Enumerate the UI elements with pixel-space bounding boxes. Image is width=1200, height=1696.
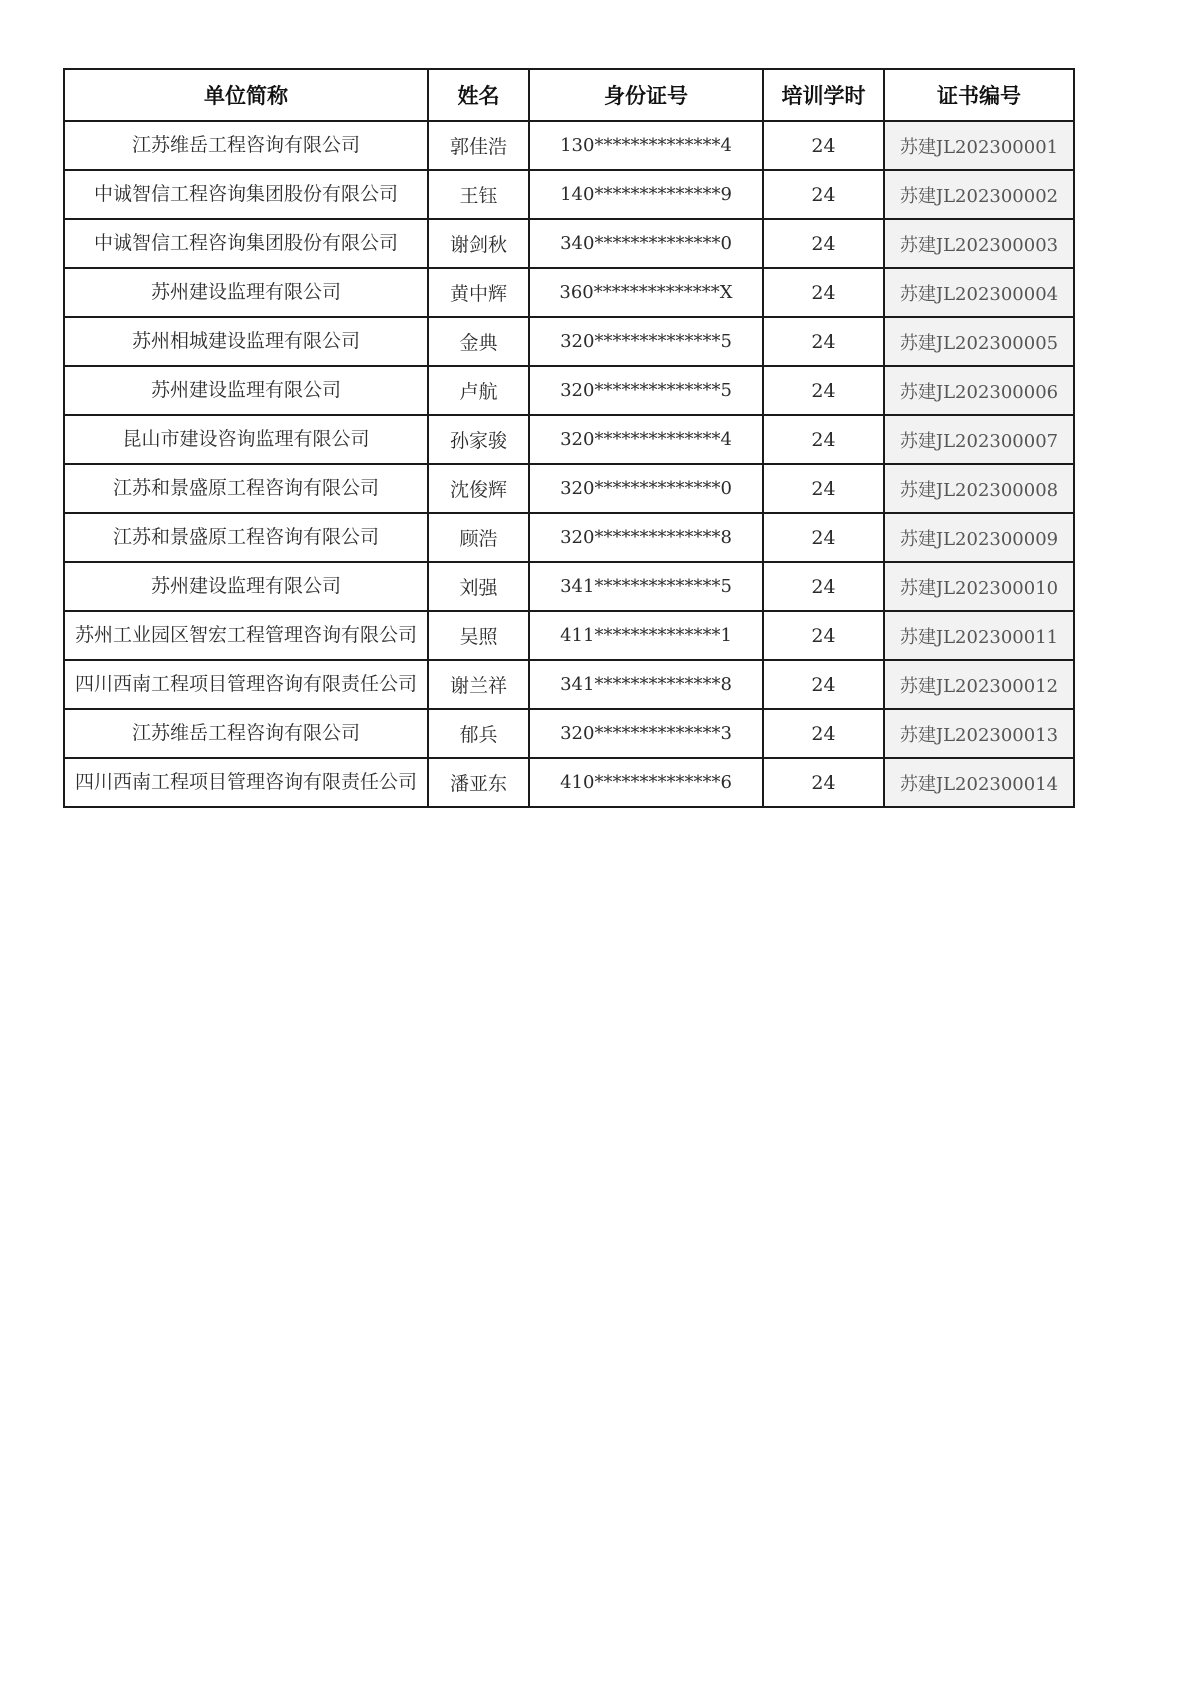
cell-id-number: 410**************6 (529, 758, 763, 807)
cell-unit: 苏州建设监理有限公司 (64, 268, 428, 317)
cell-certificate-number: 苏建JL202300014 (884, 758, 1074, 807)
cell-training-hours: 24 (763, 611, 884, 660)
cell-training-hours: 24 (763, 121, 884, 170)
cell-id-number: 341**************5 (529, 562, 763, 611)
cell-name: 王钰 (428, 170, 529, 219)
cell-name: 谢兰祥 (428, 660, 529, 709)
cell-name: 孙家骏 (428, 415, 529, 464)
table-row (64, 268, 1074, 317)
cell-name: 顾浩 (428, 513, 529, 562)
cell-certificate-number: 苏建JL202300010 (884, 562, 1074, 611)
cell-name: 黄中辉 (428, 268, 529, 317)
cell-training-hours: 24 (763, 464, 884, 513)
header-certificate-number: 证书编号 (884, 69, 1074, 121)
table-row (64, 611, 1074, 660)
cell-certificate-number: 苏建JL202300007 (884, 415, 1074, 464)
training-certificate-table (63, 68, 1075, 808)
cell-training-hours: 24 (763, 562, 884, 611)
cell-training-hours: 24 (763, 513, 884, 562)
table-row (64, 562, 1074, 611)
cell-certificate-number: 苏建JL202300008 (884, 464, 1074, 513)
table-header (64, 69, 1074, 121)
cell-id-number: 320**************5 (529, 366, 763, 415)
cell-id-number: 320**************0 (529, 464, 763, 513)
cell-name: 金典 (428, 317, 529, 366)
training-certificate-table-sheet (63, 68, 1075, 808)
cell-unit: 中诚智信工程咨询集团股份有限公司 (64, 219, 428, 268)
header-name: 姓名 (428, 69, 529, 121)
cell-unit: 江苏维岳工程咨询有限公司 (64, 709, 428, 758)
table-row (64, 317, 1074, 366)
cell-training-hours: 24 (763, 415, 884, 464)
table-row (64, 758, 1074, 807)
table-row (64, 513, 1074, 562)
cell-training-hours: 24 (763, 709, 884, 758)
cell-certificate-number: 苏建JL202300011 (884, 611, 1074, 660)
table-row (64, 170, 1074, 219)
cell-unit: 四川西南工程项目管理咨询有限责任公司 (64, 758, 428, 807)
cell-id-number: 140**************9 (529, 170, 763, 219)
cell-training-hours: 24 (763, 660, 884, 709)
cell-training-hours: 24 (763, 758, 884, 807)
cell-name: 刘强 (428, 562, 529, 611)
cell-certificate-number: 苏建JL202300006 (884, 366, 1074, 415)
cell-certificate-number: 苏建JL202300013 (884, 709, 1074, 758)
cell-id-number: 411**************1 (529, 611, 763, 660)
cell-unit: 四川西南工程项目管理咨询有限责任公司 (64, 660, 428, 709)
table-body (64, 121, 1074, 807)
cell-id-number: 320**************5 (529, 317, 763, 366)
cell-unit: 江苏维岳工程咨询有限公司 (64, 121, 428, 170)
header-training-hours: 培训学时 (763, 69, 884, 121)
table-row (64, 709, 1074, 758)
table-row (64, 366, 1074, 415)
cell-name: 吴照 (428, 611, 529, 660)
table-row (64, 660, 1074, 709)
cell-certificate-number: 苏建JL202300001 (884, 121, 1074, 170)
cell-id-number: 130**************4 (529, 121, 763, 170)
cell-unit: 江苏和景盛原工程咨询有限公司 (64, 513, 428, 562)
cell-certificate-number: 苏建JL202300002 (884, 170, 1074, 219)
cell-training-hours: 24 (763, 268, 884, 317)
cell-certificate-number: 苏建JL202300004 (884, 268, 1074, 317)
header-row (64, 69, 1074, 121)
cell-training-hours: 24 (763, 366, 884, 415)
cell-unit: 中诚智信工程咨询集团股份有限公司 (64, 170, 428, 219)
cell-name: 潘亚东 (428, 758, 529, 807)
cell-unit: 苏州相城建设监理有限公司 (64, 317, 428, 366)
cell-id-number: 320**************3 (529, 709, 763, 758)
table-row (64, 464, 1074, 513)
cell-name: 卢航 (428, 366, 529, 415)
table-row (64, 415, 1074, 464)
cell-unit: 苏州建设监理有限公司 (64, 562, 428, 611)
table-row (64, 219, 1074, 268)
cell-training-hours: 24 (763, 219, 884, 268)
cell-id-number: 341**************8 (529, 660, 763, 709)
cell-certificate-number: 苏建JL202300005 (884, 317, 1074, 366)
cell-unit: 江苏和景盛原工程咨询有限公司 (64, 464, 428, 513)
table-row (64, 121, 1074, 170)
cell-name: 郁兵 (428, 709, 529, 758)
cell-name: 沈俊辉 (428, 464, 529, 513)
cell-certificate-number: 苏建JL202300012 (884, 660, 1074, 709)
cell-id-number: 360**************X (529, 268, 763, 317)
cell-training-hours: 24 (763, 317, 884, 366)
cell-unit: 昆山市建设咨询监理有限公司 (64, 415, 428, 464)
header-id-number: 身份证号 (529, 69, 763, 121)
cell-id-number: 320**************4 (529, 415, 763, 464)
cell-id-number: 340**************0 (529, 219, 763, 268)
cell-name: 谢剑秋 (428, 219, 529, 268)
cell-certificate-number: 苏建JL202300003 (884, 219, 1074, 268)
cell-unit: 苏州工业园区智宏工程管理咨询有限公司 (64, 611, 428, 660)
header-unit: 单位简称 (64, 69, 428, 121)
cell-id-number: 320**************8 (529, 513, 763, 562)
cell-training-hours: 24 (763, 170, 884, 219)
cell-name: 郭佳浩 (428, 121, 529, 170)
cell-unit: 苏州建设监理有限公司 (64, 366, 428, 415)
cell-certificate-number: 苏建JL202300009 (884, 513, 1074, 562)
